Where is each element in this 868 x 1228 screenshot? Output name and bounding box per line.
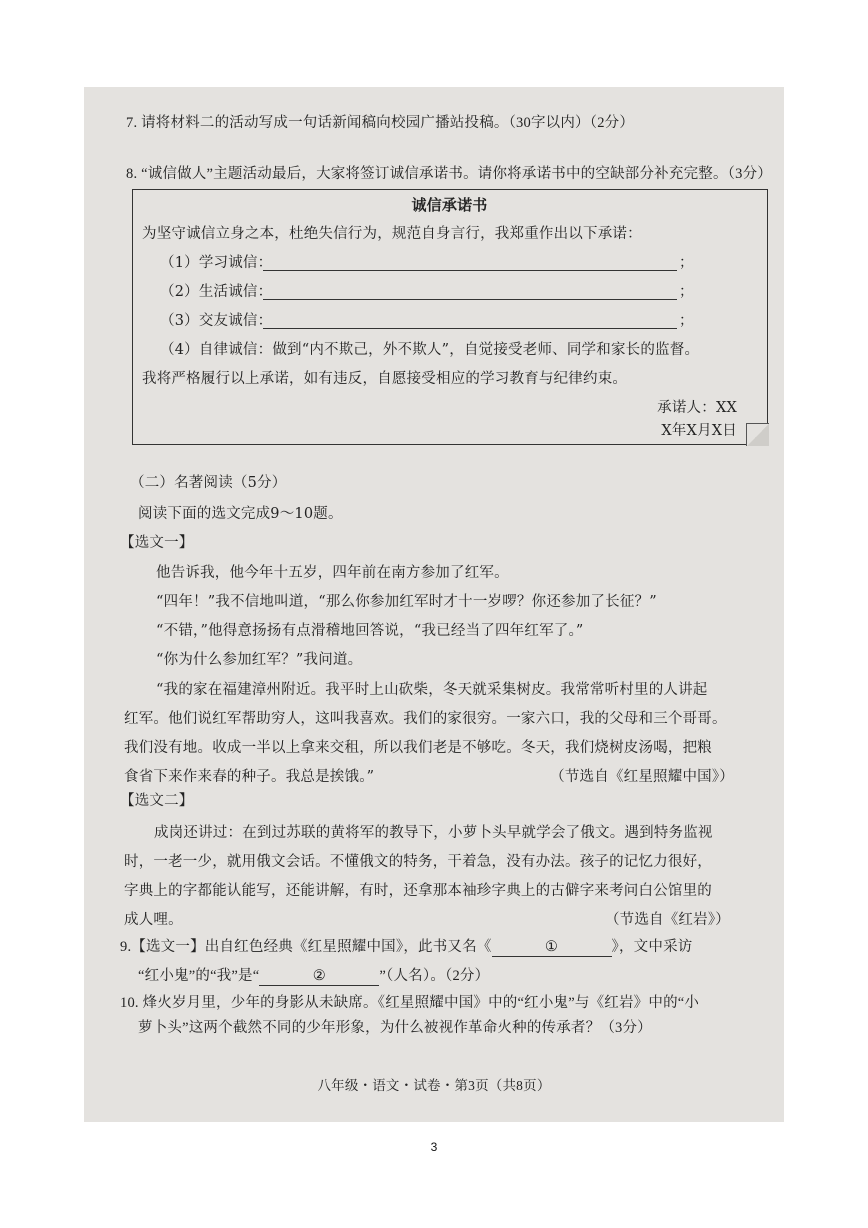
selection-2-tag: 【选文二】 (120, 793, 194, 809)
question-7: 7. 请将材料二的活动写成一句话新闻稿向校园广播站投稿。（30字以内）（2分） (126, 115, 635, 131)
page-footer: 八年级・语文・试卷・第3页（共8页） (317, 1078, 551, 1093)
selection-1-source: （节选自《红星照耀中国》） (550, 769, 734, 785)
pledge-item-1-end: ； (679, 255, 694, 271)
pledge-item-3-blank[interactable] (263, 328, 677, 329)
pledge-item-2-blank[interactable] (263, 299, 677, 300)
section-2-heading: （二）名著阅读（5分） (130, 475, 287, 491)
selection-2-line: 成人哩。 (124, 912, 183, 928)
pledge-item-3-label: （3）交友诚信： (160, 313, 273, 329)
selection-2-line: 字典上的字都能认能写，还能讲解，有时，还拿那本袖珍字典上的古僻字来考问白公馆里的 (124, 883, 712, 899)
selection-2-line: 时，一老一少，就用俄文会话。不懂俄文的特务，干着急，没有办法。孩子的记忆力很好， (124, 854, 712, 870)
selection-1-line: “四年！”我不信地叫道，“那么你参加红军时才十一岁啰？你还参加了长征？” (156, 594, 657, 610)
question-10-line: 10. 烽火岁月里，少年的身影从未缺席。《红星照耀中国》中的“红小鬼”与《红岩》中的“小 (120, 995, 700, 1011)
question-9-text-a: 9.【选文一】出自红色经典《红星照耀中国》，此书又名《 (120, 939, 492, 955)
selection-1-line: 我们没有地。收成一半以上拿来交租，所以我们老是不够吃。冬天，我们烧树皮汤喝，把粮 (124, 740, 712, 756)
question-9-line-2 (138, 967, 489, 986)
pledge-item-1-blank[interactable] (263, 270, 677, 271)
pledge-closing: 我将严格履行以上承诺，如有违反，自愿接受相应的学习教育与纪律约束。 (142, 371, 628, 387)
question-9-line-1 (120, 938, 692, 957)
selection-1-line: “你为什么参加红军？”我问道。 (156, 652, 363, 668)
question-9-text-c: “红小鬼”的“我”是“ (138, 968, 260, 984)
pledge-item-4: （4）自律诚信：做到“内不欺己，外不欺人”，自觉接受老师、同学和家长的监督。 (160, 342, 700, 358)
selection-1-tag: 【选文一】 (120, 535, 194, 551)
selection-1-line: 红军。他们说红军帮助穷人，这叫我喜欢。我们的家很穷。一家六口，我的父母和三个哥哥。 (124, 711, 727, 727)
selection-1-line: “不错，”他得意扬扬有点滑稽地回答说，“我已经当了四年红军了。” (156, 623, 584, 639)
pledge-signer: 承诺人：XX (657, 400, 737, 416)
selection-1-line: 食省下来作来春的种子。我总是挨饿。” (124, 769, 375, 785)
pledge-item-3-end: ； (679, 313, 694, 329)
page-number: 3 (430, 1140, 438, 1154)
selection-1-line: “我的家在福建漳州附近。我平时上山砍柴，冬天就采集树皮。我常常听村里的人讲起 (156, 682, 708, 698)
exam-page-photo (84, 87, 784, 1122)
selection-2-line: 成岗还讲过：在到过苏联的黄将军的教导下，小萝卜头早就学会了俄文。遇到特务监视 (154, 825, 713, 841)
pledge-intro: 为坚守诚信立身之本，杜绝失信行为，规范自身言行，我郑重作出以下承诺： (142, 226, 642, 242)
pledge-box (132, 189, 768, 445)
pledge-date: X年X月X日 (661, 423, 737, 439)
selection-1-line: 他告诉我，他今年十五岁，四年前在南方参加了红军。 (156, 565, 509, 581)
pledge-item-1-label: （1）学习诚信： (160, 255, 273, 271)
page-curl-decoration (746, 423, 769, 446)
reading-instruction: 阅读下面的选文完成9～10题。 (138, 506, 343, 522)
selection-2-source: （节选自《红岩》） (604, 912, 730, 928)
question-9-blank-1[interactable]: ① (492, 938, 612, 957)
question-9-text-b: 》，文中采访 (611, 939, 693, 955)
pledge-item-2-end: ； (679, 284, 694, 300)
question-9-blank-2[interactable]: ② (259, 967, 379, 986)
pledge-item-2-label: （2）生活诚信： (160, 284, 273, 300)
question-8: 8. “诚信做人”主题活动最后，大家将签订诚信承诺书。请你将承诺书中的空缺部分补充完整。（3分） (126, 166, 772, 182)
question-10-line: 萝卜头”这两个截然不同的少年形象，为什么被视作革命火种的传承者？（3分） (138, 1020, 652, 1036)
question-9-text-d: ”（人名）。（2分） (379, 968, 490, 984)
pledge-title: 诚信承诺书 (411, 196, 488, 214)
